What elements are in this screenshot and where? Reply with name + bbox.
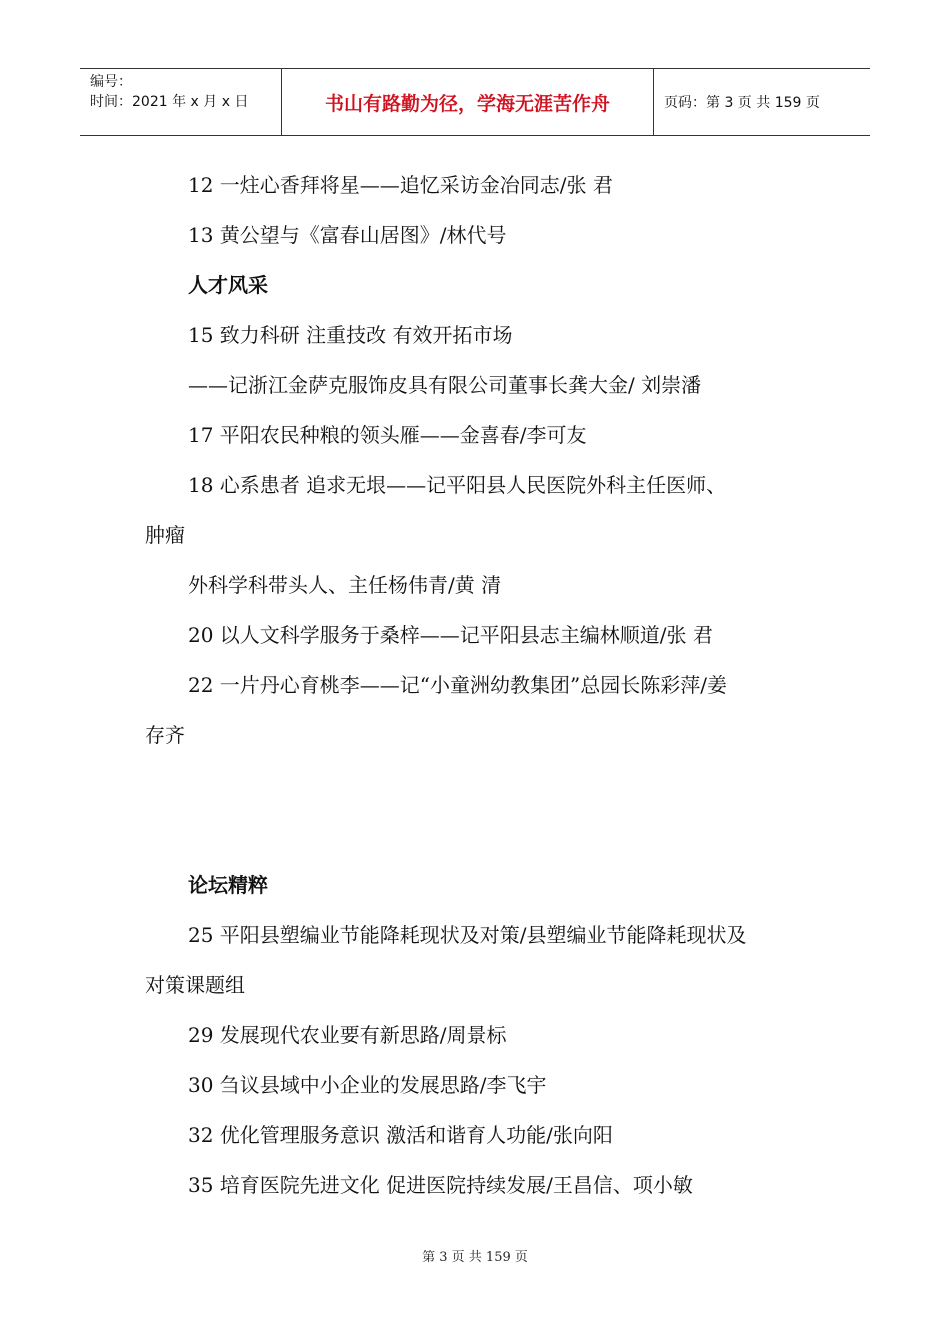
toc-entry: 22 一片丹心育桃李——记“小童洲幼教集团”总园长陈彩萍/姜 bbox=[188, 673, 727, 697]
section-heading: 人才风采 bbox=[188, 273, 268, 297]
page-header bbox=[80, 68, 870, 136]
time-label: 时间：2021 年 x 月 x 日 bbox=[90, 94, 249, 110]
header-motto: 书山有路勤为径，学海无涯苦作舟 bbox=[282, 69, 654, 135]
toc-entry: 15 致力科研 注重技改 有效开拓市场 bbox=[188, 323, 513, 347]
toc-section-1 bbox=[145, 160, 825, 760]
toc-entry: 外科学科带头人、主任杨伟青/黄 清 bbox=[188, 573, 502, 597]
toc-entry-continuation: 对策课题组 bbox=[145, 973, 245, 997]
toc-entry: 29 发展现代农业要有新思路/周景标 bbox=[188, 1023, 507, 1047]
document-body bbox=[145, 160, 825, 1210]
toc-entry: 13 黄公望与《富春山居图》/林代号 bbox=[188, 223, 507, 247]
toc-entry: 18 心系患者 追求无垠——记平阳县人民医院外科主任医师、 bbox=[188, 473, 727, 497]
toc-entry: 17 平阳农民种粮的领头雁——金喜春/李可友 bbox=[188, 423, 587, 447]
toc-entry-continuation: 存齐 bbox=[145, 723, 185, 747]
toc-entry: 25 平阳县塑编业节能降耗现状及对策/县塑编业节能降耗现状及 bbox=[188, 923, 747, 947]
toc-entry-continuation: 肿瘤 bbox=[145, 523, 185, 547]
section-heading: 论坛精粹 bbox=[188, 873, 268, 897]
header-page-info: 页码：第 3 页 共 159 页 bbox=[664, 95, 820, 111]
section-spacer bbox=[145, 760, 825, 860]
toc-entry: 35 培育医院先进文化 促进医院持续发展/王昌信、项小敏 bbox=[188, 1173, 693, 1197]
toc-entry: 20 以人文科学服务于桑梓——记平阳县志主编林顺道/张 君 bbox=[188, 623, 713, 647]
toc-entry: 30 刍议县域中小企业的发展思路/李飞宇 bbox=[188, 1073, 547, 1097]
toc-section-2 bbox=[145, 860, 825, 1210]
header-meta bbox=[80, 69, 282, 135]
number-label: 编号： bbox=[90, 74, 132, 90]
toc-entry: ——记浙江金萨克服饰皮具有限公司董事长龚大金/ 刘崇潘 bbox=[188, 373, 702, 397]
page-footer: 第 3 页 共 159 页 bbox=[422, 1250, 528, 1265]
toc-entry: 32 优化管理服务意识 激活和谐育人功能/张向阳 bbox=[188, 1123, 613, 1147]
toc-entry: 12 一炷心香拜将星——追忆采访金冶同志/张 君 bbox=[188, 173, 613, 197]
